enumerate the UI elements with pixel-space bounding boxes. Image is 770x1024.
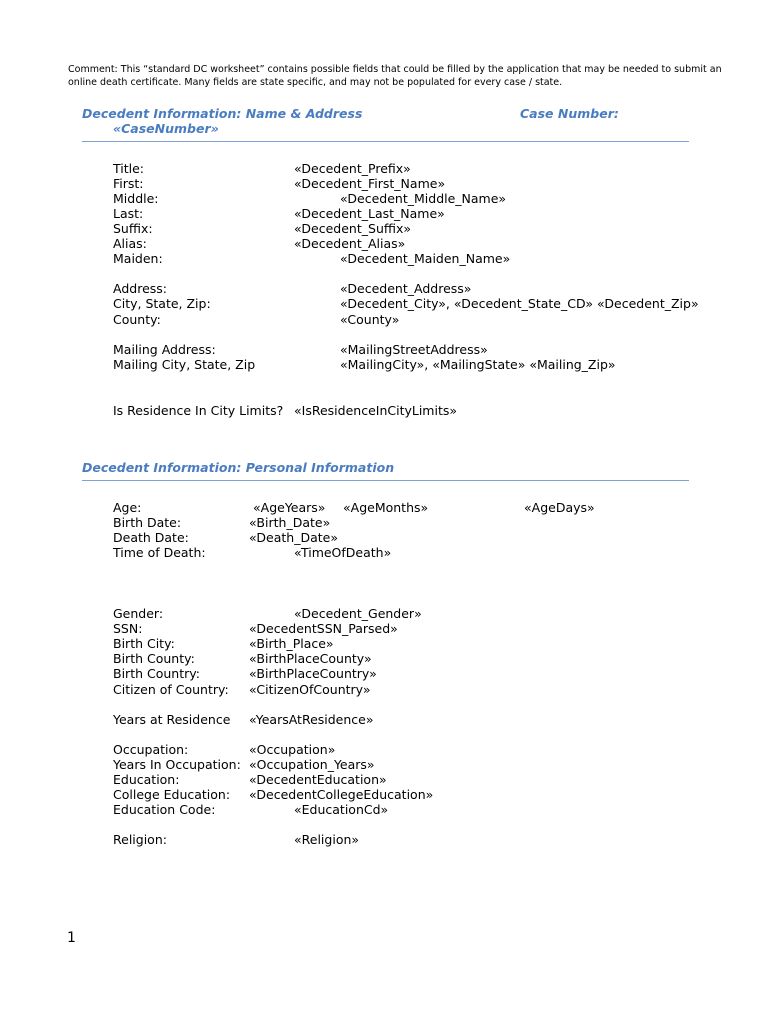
field-label: City, State, Zip: (113, 296, 211, 311)
field-label: Address: (113, 281, 167, 296)
field-value: «Decedent_Prefix» (294, 161, 411, 176)
field-value: «Death_Date» (249, 530, 339, 545)
field-label: Middle: (113, 191, 159, 206)
field-value: «YearsAtResidence» (249, 712, 374, 727)
field-value: «TimeOfDeath» (294, 545, 392, 560)
page-number: 1 (67, 930, 76, 946)
field-label: Mailing City, State, Zip (113, 357, 256, 372)
field-label: First: (113, 176, 144, 191)
field-value: «Decedent_City», «Decedent_State_CD» «Decedent_Zip» (340, 296, 699, 311)
field-value: «AgeYears» (253, 500, 326, 515)
field-label: College Education: (113, 787, 231, 802)
field-label: Years at Residence (113, 712, 231, 727)
section-divider (82, 480, 689, 481)
section-personal-info-title: Decedent Information: Personal Information (82, 460, 395, 475)
field-value: «CitizenOfCountry» (249, 682, 371, 697)
field-label: Years In Occupation: (113, 757, 241, 772)
field-label: Birth County: (113, 651, 195, 666)
case-number-value: «CaseNumber» (113, 121, 219, 136)
field-value: «Decedent_Maiden_Name» (340, 251, 511, 266)
field-label: Birth City: (113, 636, 175, 651)
field-value: «Birth_Date» (249, 515, 331, 530)
field-value: «DecedentSSN_Parsed» (249, 621, 398, 636)
field-label: Title: (113, 161, 144, 176)
field-label: Birth Country: (113, 666, 200, 681)
field-value: «Occupation_Years» (249, 757, 375, 772)
field-label: Alias: (113, 236, 147, 251)
field-label: Occupation: (113, 742, 189, 757)
field-value: «Decedent_Alias» (294, 236, 406, 251)
field-label: Maiden: (113, 251, 163, 266)
field-value: «BirthPlaceCountry» (249, 666, 377, 681)
field-value: «Decedent_Gender» (294, 606, 422, 621)
field-label: Is Residence In City Limits? (113, 403, 284, 418)
field-value: «Birth_Place» (249, 636, 334, 651)
field-value: «MailingStreetAddress» (340, 342, 488, 357)
field-value: «Decedent_First_Name» (294, 176, 446, 191)
field-label: County: (113, 312, 161, 327)
field-label: SSN: (113, 621, 143, 636)
field-value: «Religion» (294, 832, 360, 847)
field-value: «BirthPlaceCounty» (249, 651, 372, 666)
field-label: Gender: (113, 606, 164, 621)
field-value: «DecedentEducation» (249, 772, 387, 787)
field-value: «EducationCd» (294, 802, 389, 817)
field-label: Education Code: (113, 802, 216, 817)
field-label: Death Date: (113, 530, 189, 545)
field-label: Last: (113, 206, 144, 221)
field-label: Education: (113, 772, 180, 787)
field-value: «DecedentCollegeEducation» (249, 787, 434, 802)
field-label: Time of Death: (113, 545, 206, 560)
field-value: «Decedent_Middle_Name» (340, 191, 507, 206)
case-number-label: Case Number: (520, 106, 619, 121)
field-label: Birth Date: (113, 515, 182, 530)
section-divider (82, 141, 689, 142)
field-value: «Occupation» (249, 742, 336, 757)
field-value: «IsResidenceInCityLimits» (294, 403, 458, 418)
field-label: Citizen of Country: (113, 682, 229, 697)
field-value: «MailingCity», «MailingState» «Mailing_Zip» (340, 357, 616, 372)
field-label: Mailing Address: (113, 342, 216, 357)
field-value: «County» (340, 312, 400, 327)
field-value: «AgeDays» (524, 500, 595, 515)
field-label: Suffix: (113, 221, 153, 236)
field-label: Religion: (113, 832, 167, 847)
worksheet-comment: Comment: This “standard DC worksheet” contains possible fields that could be filled by the application that may be needed to submit an online death certificate. Many fields are state specific, and may not be populated for every case / state. (68, 64, 722, 88)
field-label: Age: (113, 500, 142, 515)
field-value: «AgeMonths» (343, 500, 429, 515)
field-value: «Decedent_Last_Name» (294, 206, 445, 221)
field-value: «Decedent_Address» (340, 281, 472, 296)
field-value: «Decedent_Suffix» (294, 221, 411, 236)
section-name-address-title: Decedent Information: Name & Address (82, 106, 363, 121)
